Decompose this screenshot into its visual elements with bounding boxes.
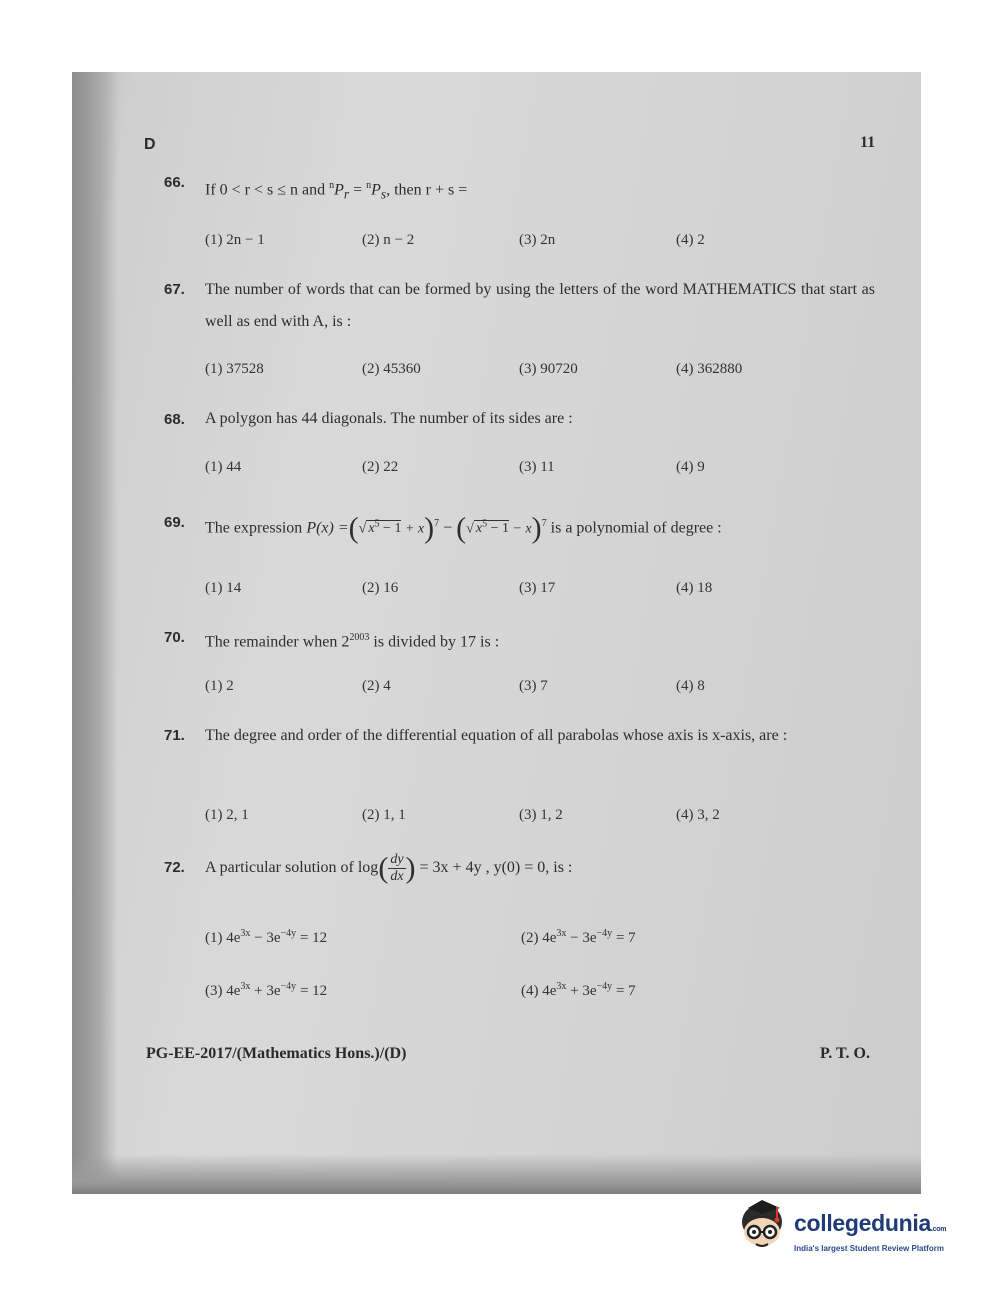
option-3: (3) $4e^{3x} + 3e^{-4y} = 12$ <box>205 981 328 999</box>
paper-code: PG-EE-2017/(Mathematics Hons.)/(D) <box>146 1045 407 1062</box>
question-text: A polygon has 44 diagonals. The number of its sides are : <box>205 410 573 427</box>
option-1: (1) $4e^{3x} - 3e^{-4y} = 12$ <box>205 928 328 946</box>
question-number: 66. <box>164 174 185 191</box>
page-number: 11 <box>860 134 876 151</box>
mascot-icon <box>736 1198 792 1258</box>
option-3: (3) 1, 2 <box>519 807 563 823</box>
option-1: (1) 44 <box>205 459 242 475</box>
question-text: The degree and order of the differential equation of all parabolas whose axis is x-axis, are : <box>205 727 788 744</box>
question-text: A particular solution of log( $\frac{dy}{dx}$ ) = 3x + 4y , y(0) = 0, is : <box>205 851 573 885</box>
question-number: 71. <box>164 727 185 744</box>
option-2: (2) 16 <box>362 580 399 596</box>
question-text: The remainder when $2^{2003}$ is divided by 17 is : <box>205 632 500 651</box>
option-2: (2) 1, 1 <box>362 807 406 823</box>
option-4: (4) $4e^{3x} + 3e^{-4y} = 7$ <box>521 981 636 999</box>
option-1: (1) 2 <box>205 678 234 694</box>
option-4: (4) 2 <box>676 232 705 248</box>
question-number: 70. <box>164 629 185 646</box>
question-number: 67. <box>164 281 185 298</box>
pto-label: P. T. O. <box>820 1045 870 1062</box>
option-4: (4) 18 <box>676 580 713 596</box>
option-2: (2) n − 2 <box>362 232 415 248</box>
option-1: (1) 2, 1 <box>205 807 249 823</box>
question-number: 69. <box>164 514 185 531</box>
scanned-page <box>72 72 921 1194</box>
series-label: D <box>144 136 156 153</box>
option-1: (1) 14 <box>205 580 242 596</box>
derivative-fraction: $\frac{dy}{dx}$ <box>390 851 404 884</box>
question-number: 68. <box>164 411 185 428</box>
option-3: (3) 2n <box>519 232 556 248</box>
option-2: (2) $4e^{3x} - 3e^{-4y} = 7$ <box>521 928 636 946</box>
option-4: (4) 9 <box>676 459 705 475</box>
question-text: The number of words that can be formed by using the letters of the word MATHEMATICS that start as well as end with A, is : <box>205 281 875 330</box>
option-4: (4) 362880 <box>676 361 743 377</box>
option-3: (3) 90720 <box>519 361 578 377</box>
option-3: (3) 17 <box>519 580 556 596</box>
collegedunia-logo <box>736 1198 960 1258</box>
option-2: (2) 4 <box>362 678 391 694</box>
question-number: 72. <box>164 859 185 876</box>
option-1: (1) 37528 <box>205 361 264 377</box>
brand-name: collegedunia.com <box>794 1210 947 1236</box>
question-text: If 0 < r < s ≤ n and $^nP_r = ^nP_s$, then r + s = <box>205 180 468 202</box>
option-2: (2) 45360 <box>362 361 421 377</box>
option-4: (4) 3, 2 <box>676 807 720 823</box>
option-3: (3) 7 <box>519 678 548 694</box>
option-1: (1) 2n − 1 <box>205 232 265 248</box>
option-4: (4) 8 <box>676 678 705 694</box>
option-2: (2) 22 <box>362 459 399 475</box>
brand-tagline: India's largest Student Review Platform <box>794 1244 944 1253</box>
option-3: (3) 11 <box>519 459 555 475</box>
question-text: The expression P(x) =(√ $x^5 - 1 + x)^7$ − (√ $x^5 - 1 - x)^7$ is a polynomial of degree : <box>205 511 722 545</box>
